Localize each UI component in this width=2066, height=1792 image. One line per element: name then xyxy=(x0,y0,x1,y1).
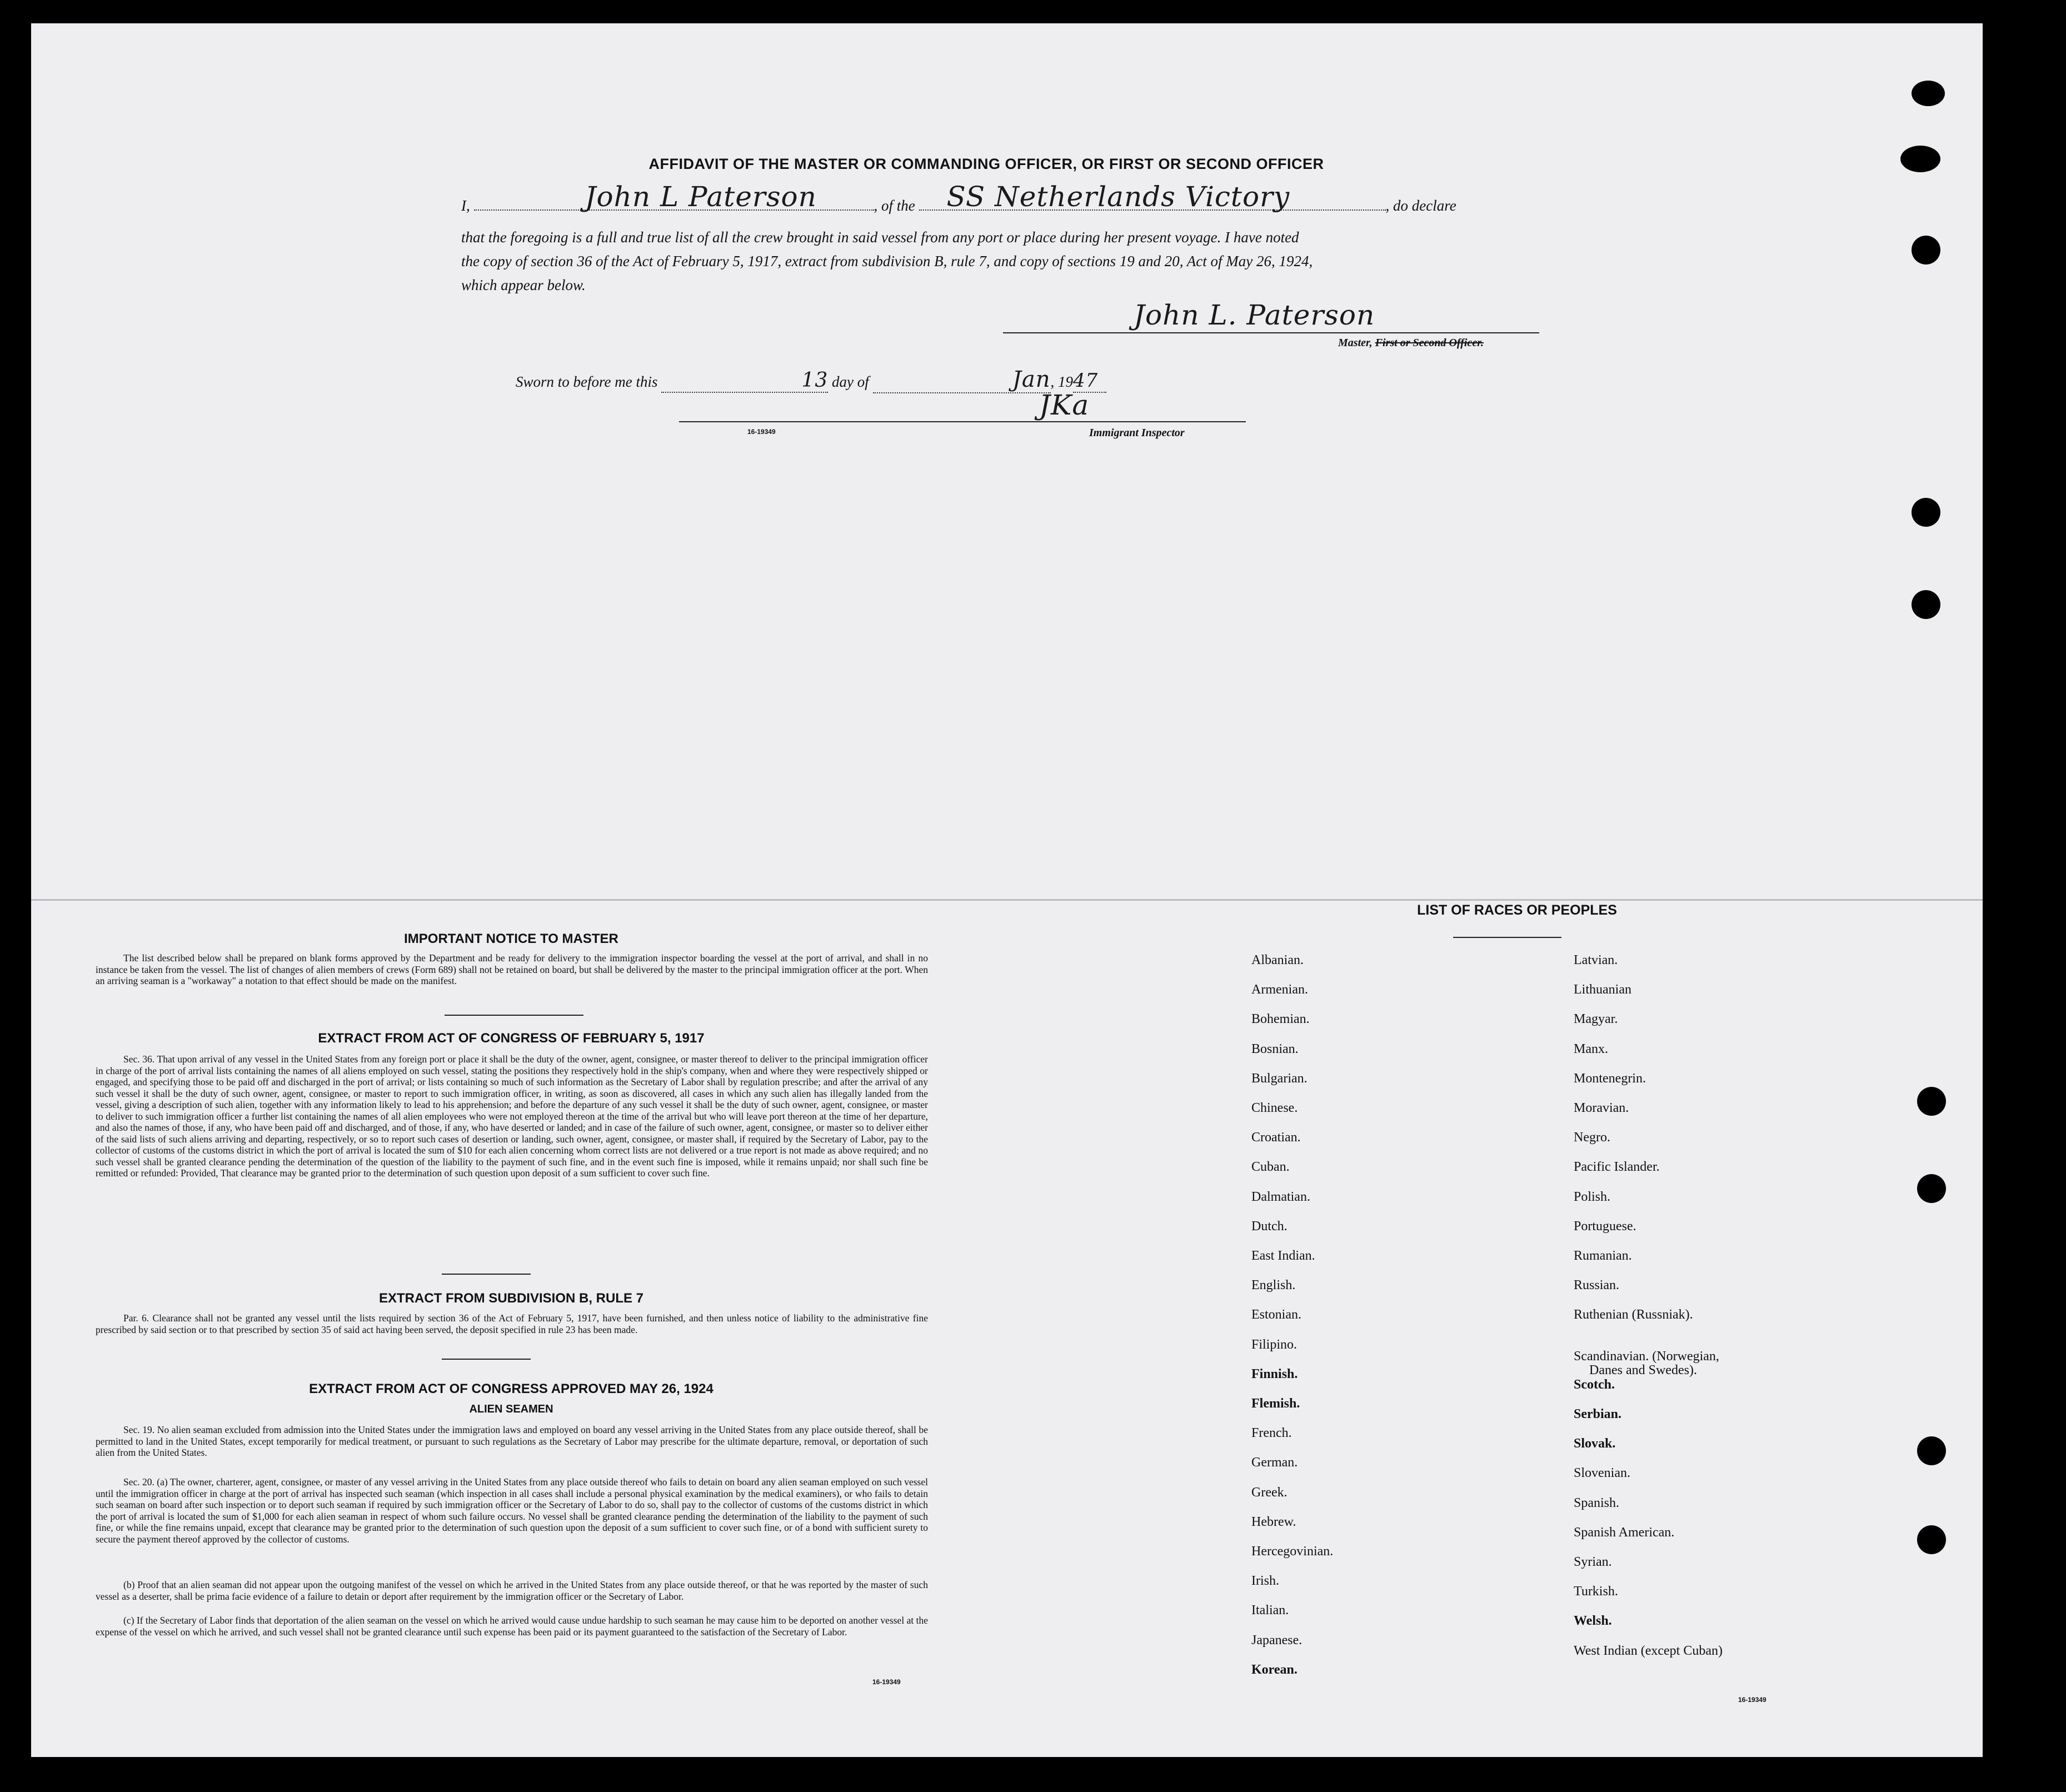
extract1-heading: EXTRACT FROM ACT OF CONGRESS OF FEBRUARY 5, 1917 xyxy=(318,1031,705,1046)
sec20b-body: (b) Proof that an alien seaman did not appear upon the outgoing manifest of the vessel on which he arrived in the United States from any place outside thereof, or that he was reported by the master of such vessel as a deserter, shall be prima facie evidence of a failure to detain or deport after requirement by the immigration officer or the Secretary of Labor. xyxy=(96,1579,928,1602)
race-item: Hercegovinian. xyxy=(1251,1544,1334,1559)
race-item: Estonian. xyxy=(1251,1307,1301,1322)
race-item: Dalmatian. xyxy=(1251,1189,1310,1204)
affidavit-line-1 xyxy=(461,181,1456,214)
sec20a-body: Sec. 20. (a) The owner, charterer, agent, consignee, or master of any vessel arriving in the United States from any place outside thereof who fails to detain on board any alien seaman employed on such vessel until the immigration officer in charge at the port of arrival has inspected such seaman (which inspection in all cases shall include a personal physical examination by the medical examiners), or who fails to detain such seaman on board after such inspection or to deport such seaman if required by such immigration officer or the Secretary of Labor to do so, shall pay to the collector of customs of the customs district in which the port of arrival is located the sum of $1,000 for each alien seaman in respect of whom such failure occurs. No vessel shall be granted clearance pending the determination of the liability to the payment of such fine, or while the fine remains unpaid, except that clearance may be granted prior to the determination of such question upon the deposit of a sum sufficient to cover such fine, or of a bond with sufficient surety to secure the payment thereof approved by the collector of customs. xyxy=(96,1476,928,1545)
inspector-signature-line xyxy=(679,421,1246,422)
signature-line xyxy=(1003,332,1539,333)
day-of-label: day of xyxy=(832,373,869,390)
race-item: Serbian. xyxy=(1574,1407,1622,1421)
extract2-body: Par. 6. Clearance shall not be granted any vessel until the lists required by section 36 of the Act of February 5, 1917, have been furnished, and then unless notice of liability to the administrative fine prescribed by said section or to that prescribed by section 35 of said act having been served, the deposit specified in rule 23 has been made. xyxy=(96,1312,928,1335)
race-item: Hebrew. xyxy=(1251,1514,1296,1529)
race-item: Moravian. xyxy=(1574,1101,1629,1115)
punch-hole xyxy=(1917,1436,1946,1465)
extract3-subheading: ALIEN SEAMEN xyxy=(469,1403,553,1415)
race-item: Portuguese. xyxy=(1574,1219,1636,1234)
race-item: Bulgarian. xyxy=(1251,1071,1308,1086)
race-item: Danes and Swedes). xyxy=(1589,1363,1697,1377)
race-item: Japanese. xyxy=(1251,1633,1303,1648)
inspector-caption: Immigrant Inspector xyxy=(1089,427,1185,439)
year-prefix: , 19 xyxy=(1050,373,1073,390)
divider xyxy=(442,1274,531,1275)
i-label: I, xyxy=(461,197,470,214)
race-item: Latvian. xyxy=(1574,953,1618,967)
signature-title xyxy=(1338,337,1484,350)
vessel-name-field xyxy=(919,181,1386,213)
page-fold xyxy=(31,899,1983,901)
title-master: Master, xyxy=(1338,337,1373,349)
race-item: Albanian. xyxy=(1251,953,1304,967)
races-form-number: 16-19349 xyxy=(1738,1696,1766,1704)
punch-hole xyxy=(1917,1087,1946,1116)
race-item: Rumanian. xyxy=(1574,1249,1632,1263)
race-item: Chinese. xyxy=(1251,1101,1298,1115)
vessel-name: SS Netherlands Victory xyxy=(946,181,1290,213)
race-item: Russian. xyxy=(1574,1278,1620,1293)
of-the-label: , of the xyxy=(874,197,915,214)
master-signature: John L. Paterson xyxy=(1134,299,1375,331)
punch-hole xyxy=(1912,236,1940,264)
race-item: Finnish. xyxy=(1251,1366,1298,1381)
sworn-month-field xyxy=(873,367,1051,393)
race-item: Negro. xyxy=(1574,1130,1610,1145)
inspector-signature: JKa xyxy=(1039,389,1090,421)
race-item: Lithuanian xyxy=(1574,982,1631,997)
affidavit-form-number: 16-19349 xyxy=(747,428,776,436)
race-item: Greek. xyxy=(1251,1485,1287,1500)
race-item: German. xyxy=(1251,1455,1298,1470)
race-item: Bosnian. xyxy=(1251,1041,1299,1056)
sworn-line xyxy=(516,367,1106,393)
master-name-field xyxy=(474,181,874,213)
race-item: Bohemian. xyxy=(1251,1012,1310,1027)
affidavit-line-4: which appear below. xyxy=(461,277,586,293)
race-item: Ruthenian (Russniak). xyxy=(1574,1307,1693,1322)
race-item: Polish. xyxy=(1574,1189,1611,1204)
master-name: John L Paterson xyxy=(585,181,817,213)
race-item: Italian. xyxy=(1251,1603,1289,1618)
races-title: LIST OF RACES OR PEOPLES xyxy=(1417,902,1617,918)
sworn-day-field xyxy=(661,369,828,393)
race-item: Syrian. xyxy=(1574,1555,1612,1569)
extract1-body: Sec. 36. That upon arrival of any vessel in the United States from any foreign port or place it shall be the duty of the owner, agent, consignee, or master thereof to deliver to the principal immigration officer in charge of the port of arrival lists containing the names of all aliens employed on such vessel, stating the positions they respectively hold in the ship's company, when and where they were respectively shipped or engaged, and specifying those to be paid off and discharged in the port of arrival; or lists containing so much of such information as the Secretary of Labor shall by regulation prescribe; and after the arrival of any such vessel it shall be the duty of such owner, agent, consignee, or master to report to such immigration officer, in writing, as soon as discovered, all cases in which any such alien has illegally landed from the vessel, giving a description of such alien, together with any information likely to lead to his apprehension; and before the departure of any such vessel it shall be the duty of such owner, agent, consignee, or master to deliver to such immigration officer a further list containing the names of all alien employees who were not employed thereon at the time of the arrival but who will leave port thereon at the time of her departure, and also the names of those, if any, who have been paid off and discharged, and of those, if any, who have deserted or landed; and in case of the failure of such owner, agent, consignee, or master so to deliver either of the said lists of such aliens arriving and departing, respectively, or so to report such cases of desertion or landing, such owner, agent, consignee, or master shall, if required by the Secretary of Labor, pay to the collector of customs of the customs district in which the port of arrival is located the sum of $10 for each alien concerning whom correct lists are not delivered or a true report is not made as above required; and no such vessel shall be granted clearance pending the determination of the question of the liability to the payment of such fine, and in the event such fine is imposed, while it remains unpaid; nor shall such fine be remitted or refunded: Provided, That clearance may be granted prior to the determination of such question upon deposit of a sum sufficient to cover such fine. xyxy=(96,1054,928,1179)
divider xyxy=(445,1015,583,1016)
race-item: English. xyxy=(1251,1278,1296,1293)
affidavit-title: AFFIDAVIT OF THE MASTER OR COMMANDING OFFICER, OR FIRST OR SECOND OFFICER xyxy=(648,156,1324,172)
race-item: Flemish. xyxy=(1251,1396,1300,1411)
punch-hole xyxy=(1912,498,1940,527)
race-item: Slovak. xyxy=(1574,1436,1616,1451)
notice-form-number: 16-19349 xyxy=(872,1678,901,1686)
punch-hole xyxy=(1917,1525,1946,1554)
race-item: Spanish. xyxy=(1574,1495,1620,1510)
do-declare-label: , do declare xyxy=(1385,197,1456,214)
sec20c-body: (c) If the Secretary of Labor finds that deportation of the alien seaman on the vessel on which he arrived would cause undue hardship to such seaman he may cause him to be deported on another vessel at the expense of the vessel on which he arrived, and such vessel shall not be granted clearance until such expense has been paid or its payment guaranteed to the satisfaction of the Secretary of Labor. xyxy=(96,1615,928,1638)
race-item: Spanish American. xyxy=(1574,1525,1675,1540)
race-item: East Indian. xyxy=(1251,1249,1315,1263)
race-item: Magyar. xyxy=(1574,1012,1618,1027)
extract3-heading: EXTRACT FROM ACT OF CONGRESS APPROVED MAY 26, 1924 xyxy=(309,1381,713,1396)
affidavit-line-3: the copy of section 36 of the Act of February 5, 1917, extract from subdivision B, rule 7, and copy of sections 19 and 20, Act of May 26, 1924, xyxy=(461,253,1313,269)
sworn-year: 47 xyxy=(1073,370,1099,392)
race-item: Scandinavian. (Norwegian, xyxy=(1574,1349,1719,1364)
race-item: Turkish. xyxy=(1574,1584,1618,1599)
race-item: Welsh. xyxy=(1574,1614,1612,1629)
race-item: Montenegrin. xyxy=(1574,1071,1646,1086)
extract2-heading: EXTRACT FROM SUBDIVISION B, RULE 7 xyxy=(378,1291,644,1306)
race-item: Irish. xyxy=(1251,1574,1279,1589)
races-title-underline xyxy=(1453,937,1561,938)
race-item: Dutch. xyxy=(1251,1219,1287,1234)
sworn-month: Jan xyxy=(1012,367,1051,392)
race-item: French. xyxy=(1251,1426,1292,1441)
sec19-body: Sec. 19. No alien seaman excluded from admission into the United States under the immigration laws and employed on board any vessel arriving in the United States from any place outside thereof, shall be permitted to land in the United States, except temporarily for medical treatment, or pursuant to such regulations as the Secretary of Labor may prescribe for the ultimate departure, removal, or deportation of such alien from the United States. xyxy=(96,1424,928,1458)
punch-hole xyxy=(1917,1174,1946,1203)
sworn-day: 13 xyxy=(801,369,829,392)
divider xyxy=(442,1359,531,1360)
race-item: Pacific Islander. xyxy=(1574,1160,1660,1175)
race-item: Filipino. xyxy=(1251,1337,1298,1352)
title-struck: First or Second Officer. xyxy=(1375,337,1484,349)
race-item: Slovenian. xyxy=(1574,1466,1630,1481)
race-item: Manx. xyxy=(1574,1041,1608,1056)
notice-heading: IMPORTANT NOTICE TO MASTER xyxy=(404,931,618,946)
race-item: Korean. xyxy=(1251,1662,1298,1677)
race-item: West Indian (except Cuban) xyxy=(1574,1643,1723,1658)
race-item: Armenian. xyxy=(1251,982,1308,997)
affidavit-line-2: that the foregoing is a full and true list of all the crew brought in said vessel from any port or place during her present voyage. I have noted xyxy=(461,229,1299,246)
sworn-label: Sworn to before me this xyxy=(516,373,658,390)
race-item: Cuban. xyxy=(1251,1160,1290,1175)
punch-hole xyxy=(1900,146,1940,172)
race-item: Croatian. xyxy=(1251,1130,1301,1145)
race-item: Scotch. xyxy=(1574,1377,1615,1392)
punch-hole xyxy=(1912,590,1940,619)
punch-hole xyxy=(1912,81,1945,106)
notice-body: The list described below shall be prepared on blank forms approved by the Department and be ready for delivery to the immigration inspector boarding the vessel at the port of arrival, and shall in no instance be taken from the vessel. The list of changes of alien members of crews (Form 689) shall not be retained on board, but shall be delivered by the master to the principal immigration officer at the port. When an arriving seaman is a "workaway" a notation to that effect should be made on the manifest. xyxy=(96,952,928,986)
